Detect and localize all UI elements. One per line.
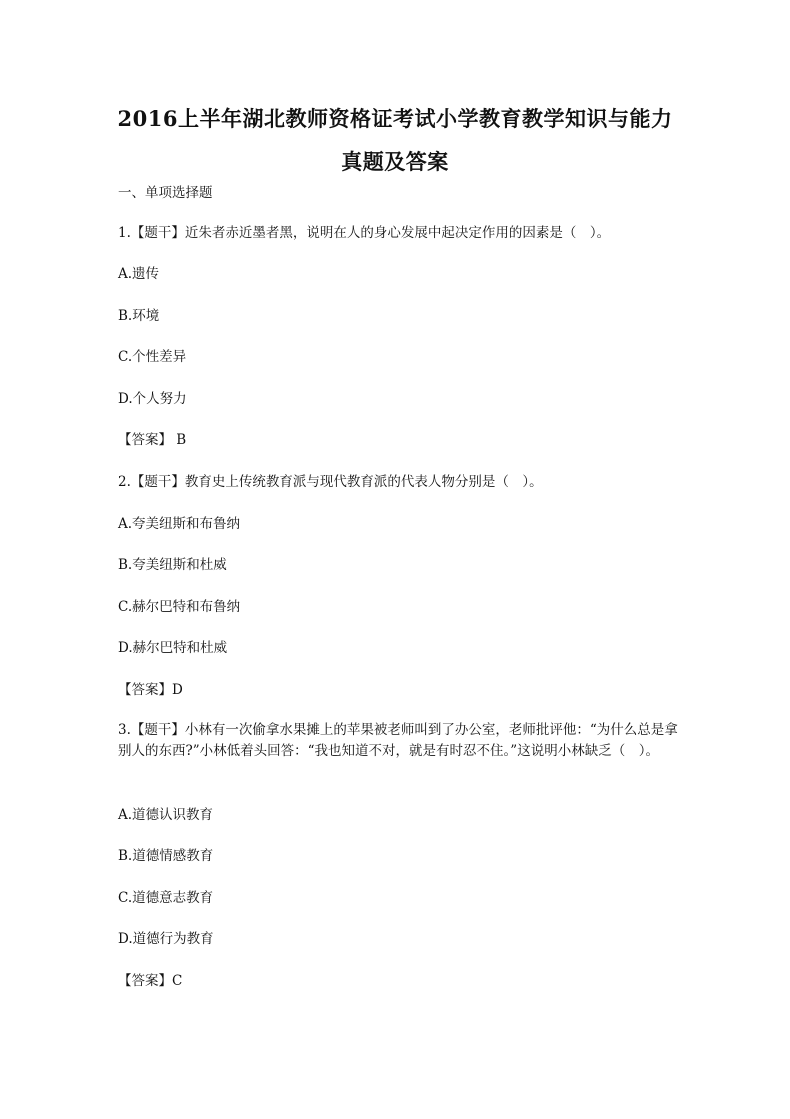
- question-1-stem: 1.【题干】近朱者赤近墨者黑，说明在人的身心发展中起决定作用的因素是（ ）。: [118, 225, 611, 241]
- document-title-line-1: 2016上半年湖北教师资格证考试小学教育教学知识与能力: [117, 106, 673, 131]
- question-3-stem: 3.【题干】小林有一次偷拿水果摊上的苹果被老师叫到了办公室，老师批评他：“为什么总是拿别人的东西?”小林低着头回答：“我也知道不对，就是有时忍不住。”这说明小林缺乏（ ）。: [118, 722, 678, 759]
- section-heading: 一、单项选择题: [118, 185, 213, 201]
- question-3-option-c: C.道德意志教育: [118, 890, 214, 906]
- question-1-option-d: D.个人努力: [118, 391, 187, 407]
- question-3-option-b: B.道德情感教育: [118, 848, 214, 864]
- question-2-option-c: C.赫尔巴特和布鲁纳: [118, 599, 241, 615]
- question-1-option-a: A.遗传: [118, 266, 160, 282]
- question-2-option-d: D.赫尔巴特和杜威: [118, 640, 228, 656]
- question-2-option-b: B.夸美纽斯和杜威: [118, 557, 227, 573]
- question-3-option-d: D.道德行为教育: [118, 931, 214, 947]
- question-2-answer: 【答案】D: [118, 682, 183, 698]
- question-1-option-c: C.个性差异: [118, 349, 187, 365]
- question-2-option-a: A.夸美纽斯和布鲁纳: [118, 516, 241, 532]
- document-title-line-2: 真题及答案: [341, 149, 449, 174]
- question-3-answer: 【答案】C: [118, 973, 183, 989]
- question-3-option-a: A.道德认识教育: [118, 807, 214, 823]
- question-1-answer: 【答案】 B: [118, 432, 187, 448]
- question-1-option-b: B.环境: [118, 308, 160, 324]
- question-2-stem: 2.【题干】教育史上传统教育派与现代教育派的代表人物分别是（ ）。: [118, 474, 543, 490]
